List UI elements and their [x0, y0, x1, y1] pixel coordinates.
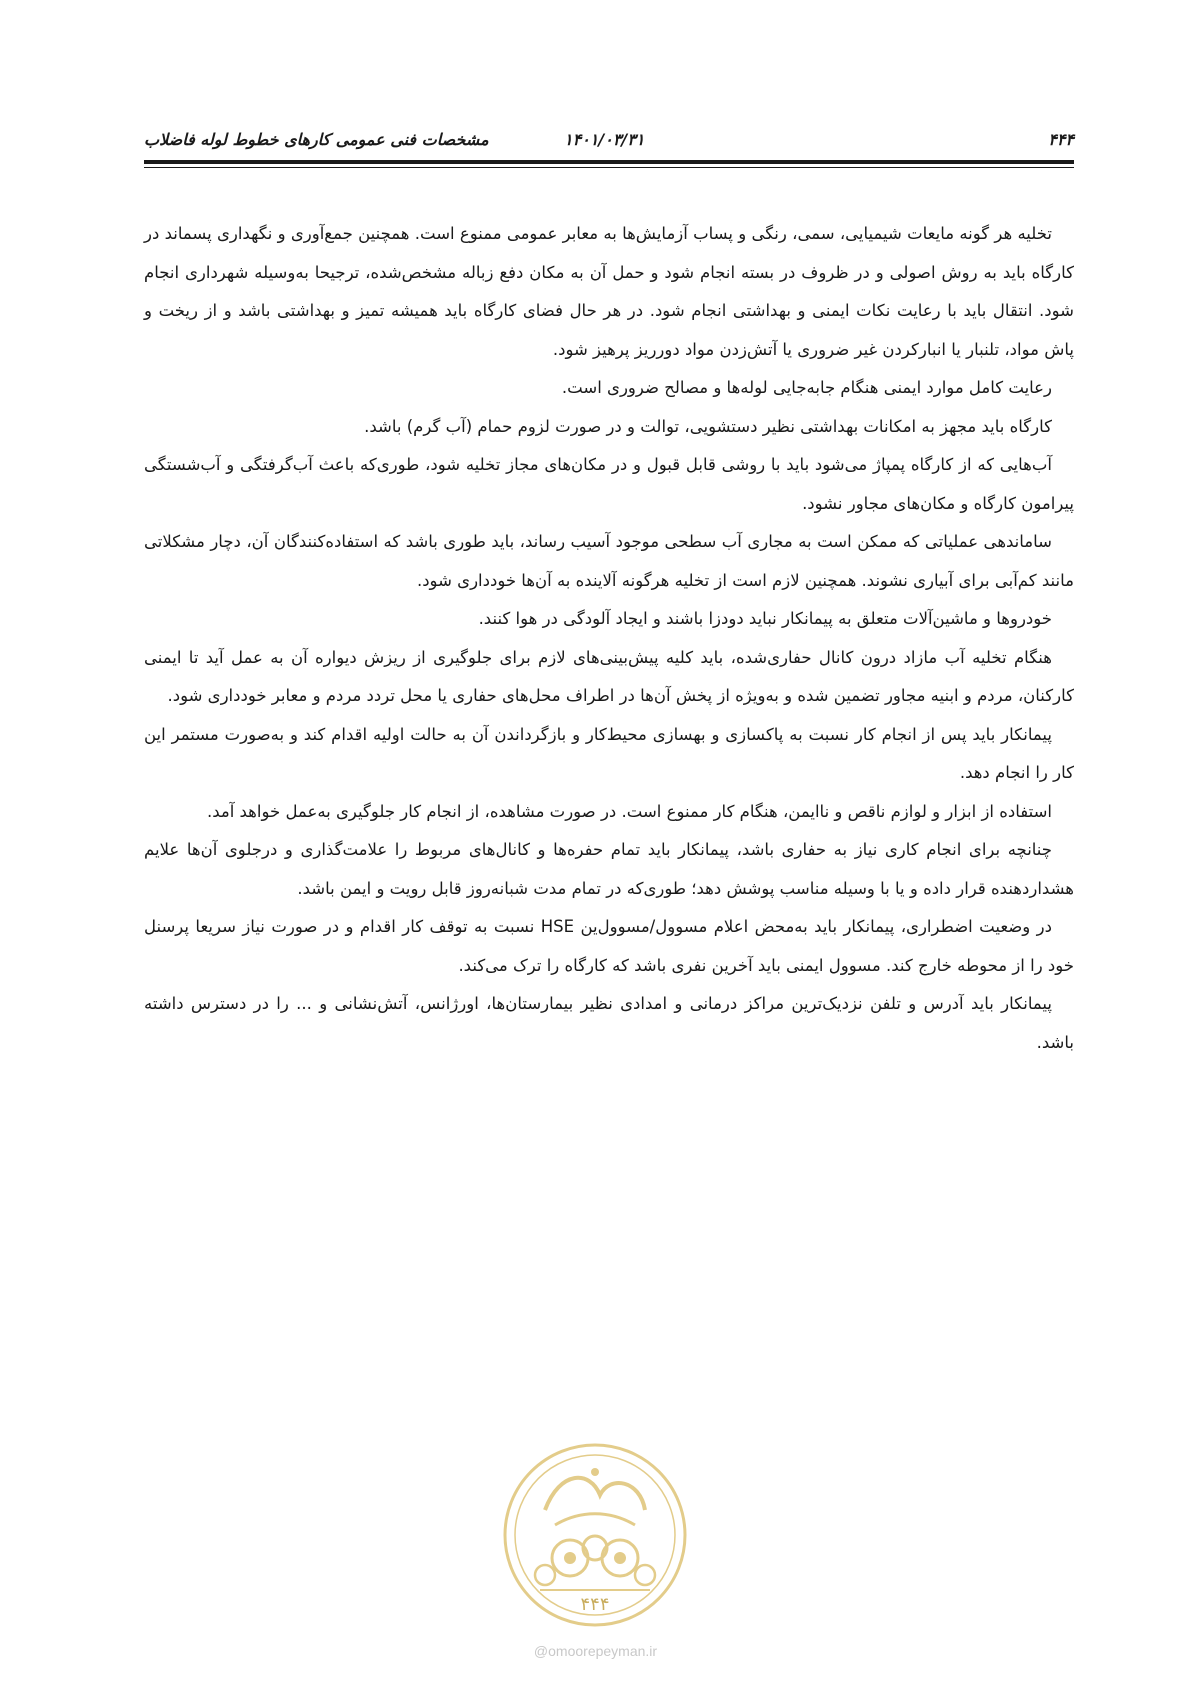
- publisher-seal: [500, 1440, 690, 1630]
- header-rule-thin: [144, 167, 1074, 168]
- seal-graphic: [500, 1440, 690, 1630]
- paragraph-waste-disposal: تخلیه هر گونه مایعات شیمیایی، سمی، رنگی و پساب آزمایش‌ها به معابر عمومی ممنوع است. همچنین جمع‌آوری و نگهداری پسماند در کارگاه باید به روش اصولی و در ظروف در بسته انجام شود و حمل آن به مکان دفع زباله مشخص‌شده، ترجیحا به‌وسیله شهرداری انجام شود. انتقال باید با رعایت نکات ایمنی و بهداشتی انجام شود. در هر حال فضای کارگاه باید همیشه تمیز و بهداشتی باشد و از ریخت و پاش مواد، تلنبار یا انبارکردن غیر ضروری یا آتش‌زدن مواد دورریز پرهیز شود.: [144, 224, 1074, 359]
- paragraph-site-restoration: پیمانکار باید پس از انجام کار نسبت به پاکسازی و بهسازی محیط‌کار و بازگرداندن آن به حالت اولیه اقدام کند و به‌صورت مستمر این کار را انجام دهد.: [144, 724, 1074, 782]
- website-watermark: @omoorepeyman.ir: [533, 1643, 658, 1659]
- paragraph-pipe-handling: رعایت کامل موارد ایمنی هنگام جابه‌جایی لوله‌ها و مصالح ضروری است.: [561, 378, 1052, 397]
- header-page-number: ۴۴۴: [1048, 130, 1074, 149]
- header-title: مشخصات فنی عمومی کارهای خطوط لوله فاضلاب: [144, 130, 489, 149]
- paragraph-excess-water: هنگام تخلیه آب مازاد درون کانال حفاری‌شده، باید کلیه پیش‌بینی‌های لازم برای جلوگیری از ریزش دیواره آن به عمل آید تا ایمنی کارکنان، مردم و ابنیه مجاور تضمین شده و به‌ویژه از پخش آن‌ها در اطراف محل‌های حفاری یا محل تردد مردم و معابر خودداری شود.: [144, 647, 1074, 705]
- paragraph-vehicles: خودروها و ماشین‌آلات متعلق به پیمانکار نباید دودزا باشند و ایجاد آلودگی در هوا کنند.: [478, 609, 1052, 628]
- paragraph-excavation-signs: چنانچه برای انجام کاری نیاز به حفاری باشد، پیمانکار باید تمام حفره‌ها و کانال‌های مربوط را علامت‌گذاری و درجلوی آن‌ها علایم هشداردهنده قرار داده و یا با وسیله مناسب پوشش دهد؛ طوری‌که در تمام مدت شبانه‌روز قابل رویت و ایمن باشد.: [144, 840, 1074, 898]
- paragraph-unsafe-tools: استفاده از ابزار و لوازم ناقص و ناایمن، هنگام کار ممنوع است. در صورت مشاهده، از انجام کار جلوگیری به‌عمل خواهد آمد.: [206, 801, 1052, 821]
- header-rule-thick: [144, 160, 1074, 164]
- paragraph-sanitary-facilities: کارگاه باید مجهز به امکانات بهداشتی نظیر دستشویی، توالت و در صورت لزوم حمام (آب گرم) باشد.: [364, 416, 1052, 436]
- seal-page-number: ۴۴۴: [580, 1594, 610, 1615]
- paragraph-pumped-water: آب‌هایی که از کارگاه پمپاژ می‌شود باید با روشی قابل قبول و در مکان‌های مجاز تخلیه شود، طوری‌که باعث آب‌گرفتگی و آب‌شستگی پیرامون کارگاه و مکان‌های مجاور نشود.: [144, 455, 1074, 513]
- paragraph-emergency: در وضعیت اضطراری، پیمانکار باید به‌محض اعلام مسوول/مسوول‌ین HSE نسبت به توقف کار اقدام و در صورت نیاز سریعا پرسنل خود را از محوطه خارج کند. مسوول ایمنی باید آخرین نفری باشد که کارگاه را ترک می‌کند.: [144, 917, 1074, 975]
- header-date: ۱۴۰۱/۰۳/۳۱: [564, 130, 645, 149]
- page-header: [144, 126, 1074, 154]
- paragraph-medical-contacts: پیمانکار باید آدرس و تلفن نزدیک‌ترین مراکز درمانی و امدادی نظیر بیمارستان‌ها، اورژانس، آتش‌نشانی و ... را در دسترس داشته باشد.: [144, 994, 1074, 1052]
- paragraph-surface-water: ساماندهی عملیاتی که ممکن است به مجاری آب سطحی موجود آسیب رساند، باید طوری باشد که استفاده‌کنندگان آن، دچار مشکلاتی مانند کم‌آبی برای آبیاری نشوند. همچنین لازم است از تخلیه هرگونه آلاینده به آن‌ها خودداری شود.: [144, 532, 1074, 590]
- document-body: [144, 215, 1074, 1062]
